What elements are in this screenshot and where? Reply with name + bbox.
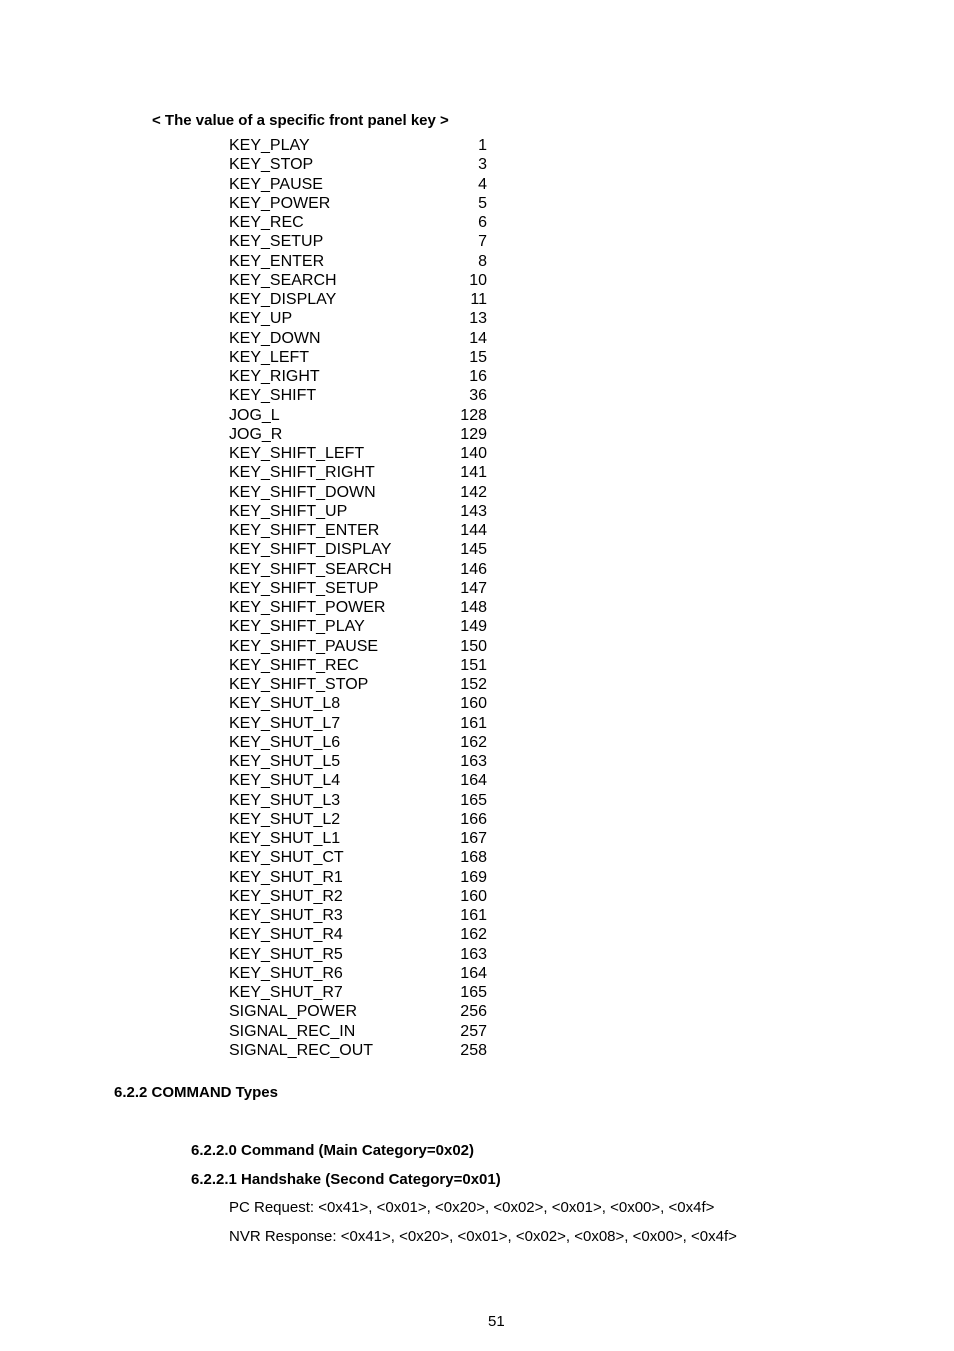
key-value: 15 <box>469 348 487 366</box>
key-value: 166 <box>460 810 487 828</box>
key-name: KEY_SHIFT <box>229 387 317 405</box>
key-name: KEY_SHUT_L7 <box>229 714 341 732</box>
key-name: KEY_SHIFT_REC <box>229 656 359 674</box>
key-value: 142 <box>460 483 487 501</box>
key-name: KEY_PLAY <box>229 137 310 154</box>
key-value: 152 <box>460 676 487 693</box>
table-row <box>229 386 487 405</box>
table-row <box>229 271 487 290</box>
key-name: KEY_SHUT_CT <box>229 849 344 867</box>
key-name: KEY_SHUT_L4 <box>229 772 341 790</box>
table-row <box>229 868 487 887</box>
key-name: KEY_REC <box>229 214 304 231</box>
key-value: 145 <box>460 541 487 559</box>
table-row <box>229 329 487 348</box>
key-name: SIGNAL_REC_OUT <box>229 1041 374 1059</box>
key-name: KEY_SHUT_L5 <box>229 753 341 770</box>
table-row <box>229 1041 487 1060</box>
key-name: KEY_SHUT_R3 <box>229 907 343 924</box>
table-row <box>229 617 487 636</box>
key-name: KEY_SHUT_L8 <box>229 695 341 713</box>
key-value: 128 <box>460 406 487 424</box>
table-row <box>229 945 487 964</box>
table-row <box>229 252 487 271</box>
key-value: 141 <box>460 464 487 482</box>
page-number: 51 <box>488 1313 505 1330</box>
key-value: 14 <box>469 329 487 347</box>
key-name: KEY_SETUP <box>229 233 324 251</box>
key-name: KEY_SHIFT_SEARCH <box>229 560 392 578</box>
table-row <box>229 752 487 771</box>
key-value: 162 <box>460 926 487 944</box>
key-name: KEY_SHIFT_ENTER <box>229 522 380 539</box>
key-value: 8 <box>478 252 487 270</box>
key-value: 147 <box>460 579 487 597</box>
key-name: KEY_SHIFT_DOWN <box>229 483 376 501</box>
table-row <box>229 733 487 752</box>
pc-request-line: PC Request: <0x41>, <0x01>, <0x20>, <0x02>, <0x01>, <0x00>, <0x4f> <box>229 1199 715 1216</box>
key-name: KEY_SEARCH <box>229 271 337 289</box>
table-row <box>229 810 487 829</box>
key-name: KEY_SHIFT_PAUSE <box>229 637 379 655</box>
key-name: KEY_SHUT_R2 <box>229 887 343 905</box>
table-row <box>229 637 487 656</box>
subsection-handshake-title: 6.2.2.1 Handshake (Second Category=0x01) <box>191 1171 501 1188</box>
table-row <box>229 155 487 174</box>
key-value: 167 <box>460 830 487 847</box>
table-row <box>229 714 487 733</box>
table-row <box>229 675 487 694</box>
key-values-heading: < The value of a specific front panel key > <box>152 112 449 129</box>
key-value: 257 <box>460 1022 487 1040</box>
table-row <box>229 887 487 906</box>
key-value: 4 <box>478 175 487 193</box>
table-row <box>229 136 487 155</box>
table-row <box>229 560 487 579</box>
key-name: KEY_UP <box>229 310 293 328</box>
key-value: 144 <box>460 522 487 539</box>
table-row <box>229 175 487 194</box>
key-value: 13 <box>469 310 487 328</box>
key-value: 11 <box>470 291 487 308</box>
key-name: KEY_SHIFT_PLAY <box>229 618 365 636</box>
key-name: SIGNAL_POWER <box>229 1003 358 1021</box>
key-name: KEY_SHIFT_POWER <box>229 599 386 616</box>
key-value: 36 <box>469 387 487 405</box>
key-value: 163 <box>460 753 487 770</box>
key-value: 10 <box>469 271 487 289</box>
key-value: 169 <box>460 868 487 886</box>
key-name: KEY_SHUT_R7 <box>229 984 343 1001</box>
key-value: 168 <box>460 849 487 867</box>
key-value: 165 <box>460 984 487 1001</box>
key-value: 143 <box>460 502 487 520</box>
key-value: 146 <box>460 560 487 578</box>
key-value: 6 <box>478 214 487 231</box>
key-name: KEY_SHIFT_LEFT <box>229 445 365 462</box>
nvr-response-line: NVR Response: <0x41>, <0x20>, <0x01>, <0x02>, <0x08>, <0x00>, <0x4f> <box>229 1228 737 1245</box>
table-row <box>229 964 487 983</box>
key-value: 3 <box>478 156 487 174</box>
key-name: KEY_SHUT_L3 <box>229 791 341 809</box>
table-row <box>229 406 487 425</box>
table-row <box>229 579 487 598</box>
key-value: 163 <box>460 945 487 963</box>
key-name: KEY_SHUT_R5 <box>229 945 343 963</box>
table-row <box>229 925 487 944</box>
table-row <box>229 906 487 925</box>
key-name: JOG_R <box>229 425 283 443</box>
key-name: KEY_SHUT_L6 <box>229 733 341 751</box>
table-row <box>229 540 487 559</box>
key-value-table <box>229 136 487 1060</box>
key-name: KEY_SHIFT_STOP <box>229 676 369 693</box>
key-value: 5 <box>478 194 487 212</box>
key-name: KEY_SHIFT_SETUP <box>229 579 379 597</box>
key-name: KEY_SHUT_L1 <box>229 830 341 847</box>
key-name: KEY_ENTER <box>229 252 325 270</box>
table-row <box>229 348 487 367</box>
key-value: 1 <box>478 137 487 154</box>
table-row <box>229 829 487 848</box>
key-value: 160 <box>460 695 487 713</box>
key-value: 164 <box>460 964 487 982</box>
key-name: KEY_POWER <box>229 194 331 212</box>
table-row <box>229 290 487 309</box>
table-row <box>229 656 487 675</box>
key-value: 164 <box>460 772 487 790</box>
table-row <box>229 791 487 810</box>
key-name: KEY_SHUT_R4 <box>229 926 343 944</box>
table-row <box>229 502 487 521</box>
key-value: 148 <box>460 599 487 616</box>
key-name: KEY_SHUT_L2 <box>229 810 341 828</box>
table-row <box>229 521 487 540</box>
key-name: KEY_PAUSE <box>229 175 323 193</box>
key-name: KEY_STOP <box>229 156 314 174</box>
section-title: 6.2.2 COMMAND Types <box>114 1084 278 1101</box>
key-value: 165 <box>460 791 487 809</box>
key-value: 140 <box>460 445 487 462</box>
table-row <box>229 1022 487 1041</box>
key-name: SIGNAL_REC_IN <box>229 1022 356 1040</box>
table-row <box>229 483 487 502</box>
key-value: 161 <box>460 907 487 924</box>
key-name: KEY_DISPLAY <box>229 291 337 308</box>
key-name: KEY_SHUT_R1 <box>229 868 343 886</box>
key-name: KEY_LEFT <box>229 348 310 366</box>
table-row <box>229 444 487 463</box>
key-value: 151 <box>460 656 487 674</box>
key-value: 256 <box>460 1003 487 1021</box>
key-name: KEY_SHUT_R6 <box>229 964 343 982</box>
table-row <box>229 1002 487 1021</box>
table-row <box>229 694 487 713</box>
table-row <box>229 425 487 444</box>
key-name: KEY_SHIFT_DISPLAY <box>229 541 392 559</box>
key-value: 161 <box>460 714 487 732</box>
key-name: KEY_SHIFT_UP <box>229 502 348 520</box>
table-row <box>229 983 487 1002</box>
key-name: KEY_DOWN <box>229 329 321 347</box>
key-value: 7 <box>478 233 487 251</box>
key-value: 150 <box>460 637 487 655</box>
table-row <box>229 309 487 328</box>
table-row <box>229 367 487 386</box>
table-row <box>229 771 487 790</box>
table-row <box>229 213 487 232</box>
table-row <box>229 598 487 617</box>
table-row <box>229 194 487 213</box>
key-name: JOG_L <box>229 406 280 424</box>
table-row <box>229 232 487 251</box>
key-value: 258 <box>460 1041 487 1059</box>
subsection-command-title: 6.2.2.0 Command (Main Category=0x02) <box>191 1142 475 1159</box>
key-value: 160 <box>460 887 487 905</box>
key-value: 16 <box>469 368 487 385</box>
key-name: KEY_SHIFT_RIGHT <box>229 464 375 482</box>
key-value: 162 <box>460 733 487 751</box>
table-row <box>229 463 487 482</box>
key-name: KEY_RIGHT <box>229 368 320 385</box>
key-value: 149 <box>460 618 487 636</box>
key-value: 129 <box>460 425 487 443</box>
table-row <box>229 848 487 867</box>
